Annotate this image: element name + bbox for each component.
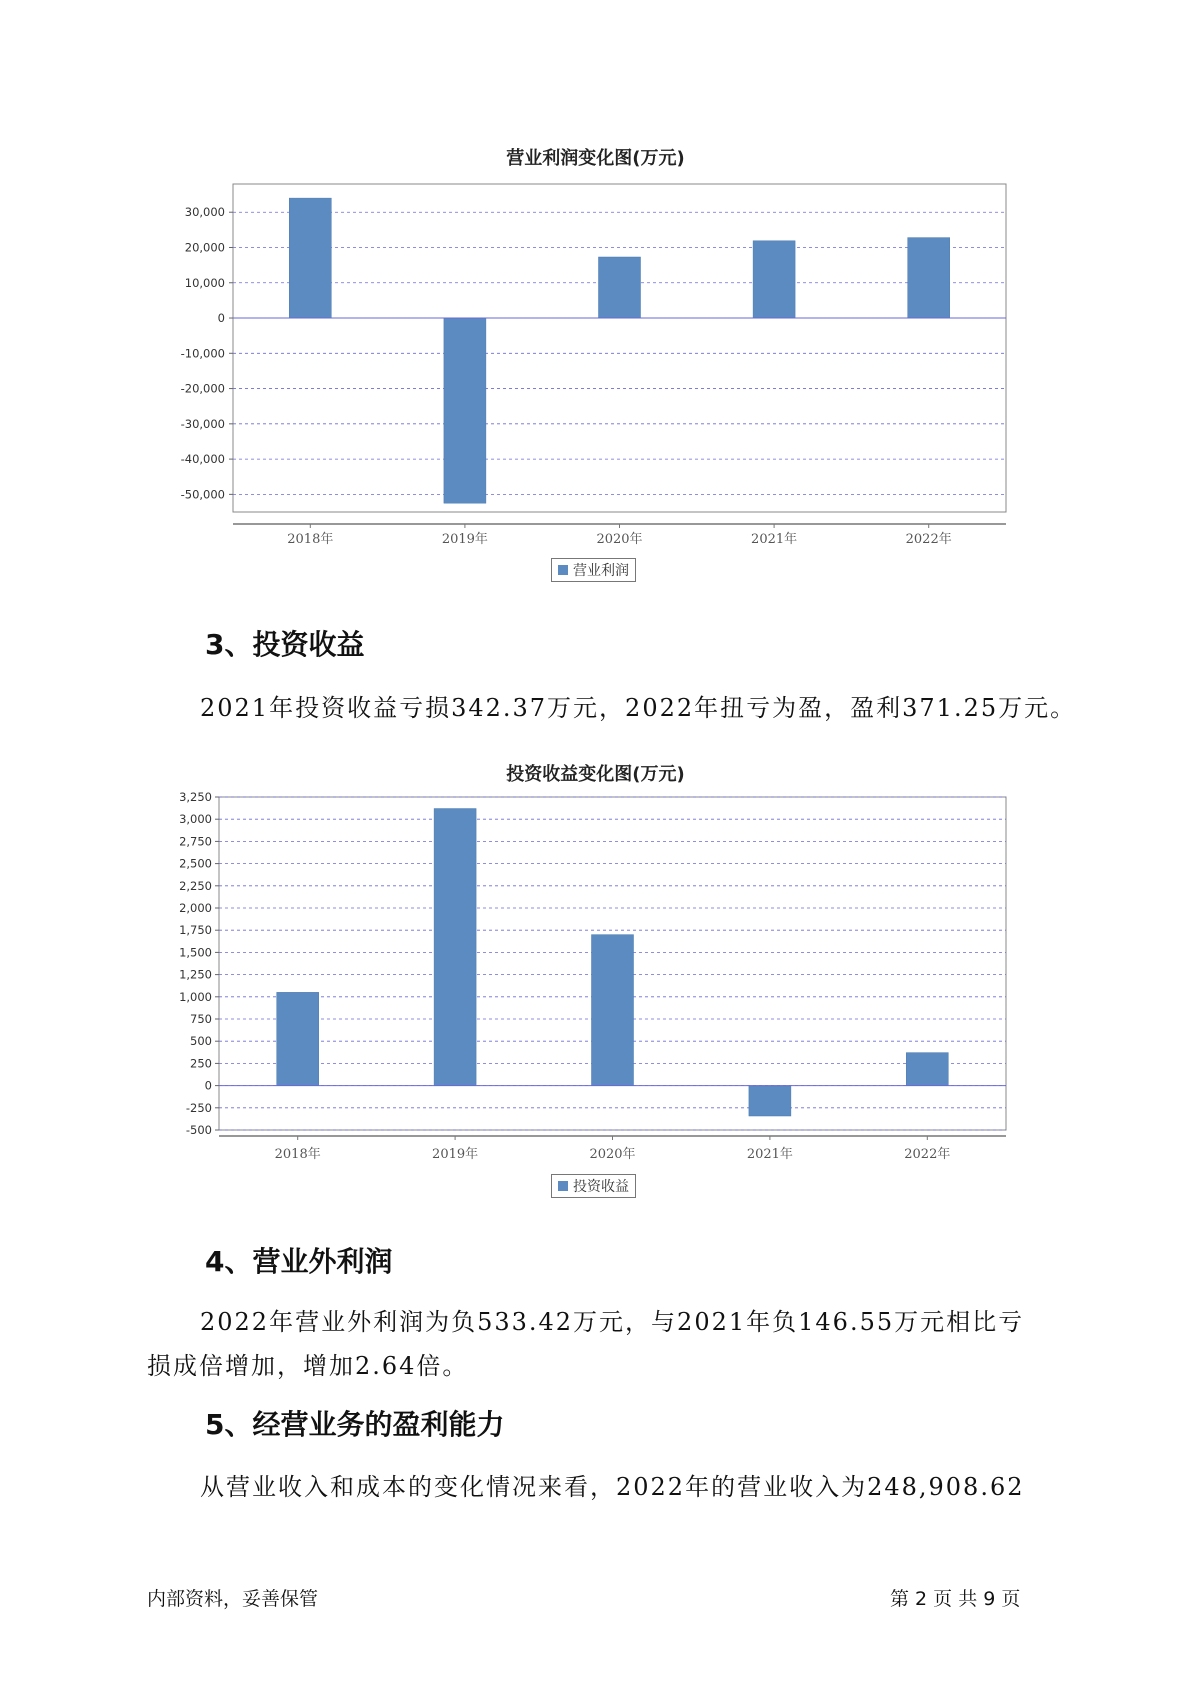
y-tick-label: 10,000 [184, 275, 225, 290]
chart2-title: 投资收益变化图(万元) [506, 764, 685, 785]
section4-heading: 4、营业外利润 [205, 1245, 393, 1278]
y-tick-label: -250 [185, 1100, 212, 1115]
y-tick-label: 20,000 [184, 240, 225, 255]
y-tick-label: -500 [185, 1123, 212, 1137]
y-tick-label: 250 [190, 1056, 212, 1071]
y-tick-label: -40,000 [180, 452, 225, 467]
x-tick-label: 2022年 [905, 532, 952, 547]
bar [434, 809, 476, 1086]
y-tick-label: 30,000 [184, 205, 225, 220]
y-tick-label: 1,250 [179, 967, 212, 982]
footer-confidential: 内部资料，妥善保管 [147, 1588, 319, 1610]
section4-text: 2022年营业外利润为负533.42万元，与2021年负146.55万元相比亏损成倍增加，增加2.64倍。 [147, 1308, 1025, 1380]
chart1-title: 营业利润变化图(万元) [506, 148, 685, 169]
x-tick-label: 2018年 [287, 532, 334, 547]
bar [592, 935, 634, 1086]
y-tick-label: -10,000 [180, 346, 225, 361]
x-tick-label: 2019年 [432, 1147, 479, 1162]
y-tick-label: 2,750 [179, 834, 212, 849]
legend-swatch [558, 1181, 568, 1191]
x-tick-label: 2021年 [751, 532, 798, 547]
y-tick-label: 1,000 [179, 989, 212, 1004]
bar [749, 1086, 791, 1116]
x-tick-label: 2022年 [904, 1147, 951, 1162]
y-tick-label: 0 [204, 1078, 212, 1093]
section3-heading: 3、投资收益 [205, 628, 365, 661]
x-tick-label: 2021年 [746, 1147, 793, 1162]
section5-heading: 5、经营业务的盈利能力 [205, 1408, 505, 1441]
y-tick-label: 2,250 [179, 878, 212, 893]
y-tick-label: 1,750 [179, 923, 212, 938]
y-tick-label: 3,000 [179, 812, 212, 827]
y-tick-label: -30,000 [180, 416, 225, 431]
x-tick-label: 2020年 [596, 532, 643, 547]
chart1-legend-label: 营业利润 [573, 563, 629, 579]
y-tick-label: 500 [190, 1034, 212, 1049]
footer-page-number: 第 2 页 共 9 页 [890, 1588, 1021, 1610]
y-tick-label: 0 [217, 311, 225, 326]
y-tick-label: -50,000 [180, 487, 225, 502]
y-tick-label: 2,500 [179, 856, 212, 871]
x-tick-label: 2019年 [441, 532, 488, 547]
y-tick-label: -20,000 [180, 381, 225, 396]
chart2-legend-label: 投资收益 [573, 1179, 629, 1195]
y-tick-label: 1,500 [179, 945, 212, 960]
y-tick-label: 750 [190, 1012, 212, 1026]
x-tick-label: 2018年 [274, 1147, 321, 1162]
section3-text: 2021年投资收益亏损342.37万元，2022年扭亏为盈，盈利371.25万元。 [200, 694, 1077, 722]
chart2-legend [551, 1174, 636, 1198]
x-tick-label: 2020年 [589, 1147, 636, 1162]
section5-text: 从营业收入和成本的变化情况来看，2022年的营业收入为248,908.62 [200, 1473, 1025, 1501]
bar [277, 992, 319, 1085]
bar [906, 1053, 948, 1086]
y-tick-label: 3,250 [179, 790, 212, 804]
y-tick-label: 2,000 [179, 901, 212, 915]
